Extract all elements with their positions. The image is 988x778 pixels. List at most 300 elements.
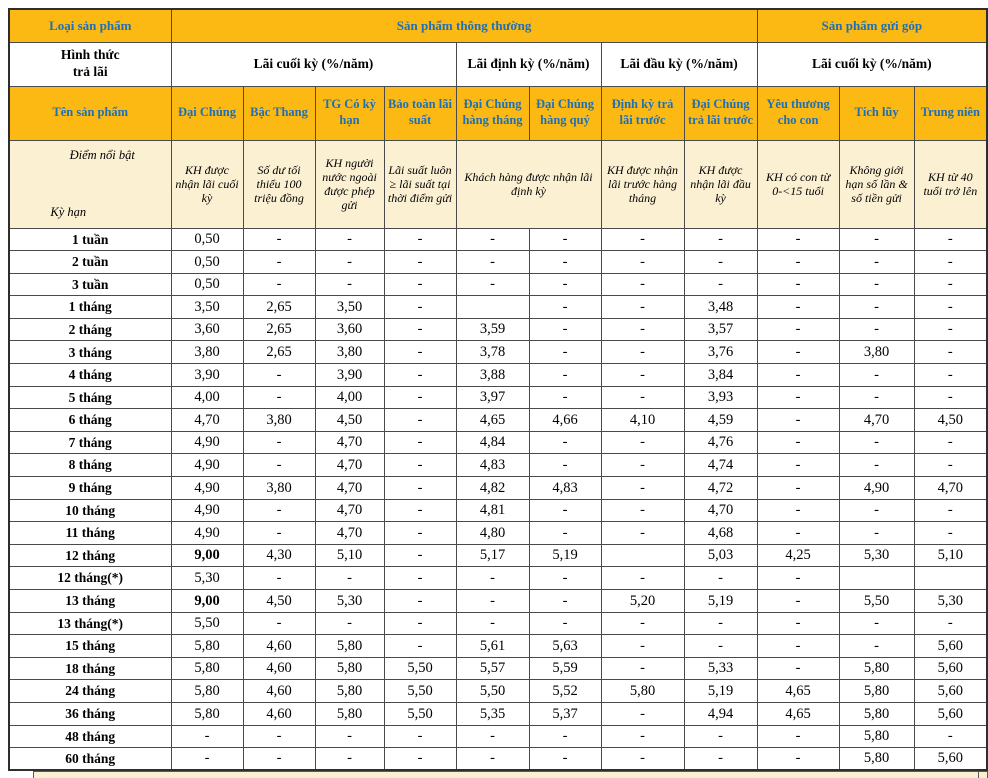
rate-cell: - <box>529 341 601 364</box>
rate-cell: - <box>529 296 601 319</box>
rate-cell: 4,30 <box>243 544 315 567</box>
rate-cell: - <box>529 567 601 590</box>
rate-cell: - <box>914 499 987 522</box>
rate-cell: 5,30 <box>315 590 384 613</box>
rate-cell: - <box>601 386 684 409</box>
rate-cell: - <box>601 567 684 590</box>
table-row <box>9 544 987 567</box>
rate-cell: - <box>839 251 914 274</box>
rate-cell: 4,70 <box>914 477 987 500</box>
rate-cell <box>839 567 914 590</box>
table-row <box>9 522 987 545</box>
rate-cell: - <box>529 364 601 387</box>
rate-cell: - <box>384 477 456 500</box>
rate-cell: - <box>757 748 839 771</box>
rate-cell: - <box>684 567 757 590</box>
feature-cell: KH có con từ 0-<15 tuổi <box>757 140 839 228</box>
rate-cell: - <box>384 318 456 341</box>
rate-cell: - <box>839 273 914 296</box>
rate-cell: 5,80 <box>171 635 243 658</box>
term-cell: 2 tháng <box>9 318 171 341</box>
rate-cell: - <box>529 725 601 748</box>
rate-cell: 4,70 <box>315 522 384 545</box>
term-cell: 60 tháng <box>9 748 171 771</box>
rate-cell: - <box>757 477 839 500</box>
rate-cell: 5,50 <box>384 702 456 725</box>
header-end-of-term-interest-2: Lãi cuối kỳ (%/năm) <box>757 42 987 86</box>
rate-cell: - <box>757 409 839 432</box>
header-interest-form-line2: trả lãi <box>72 64 108 79</box>
rate-cell: - <box>243 273 315 296</box>
rate-cell: 0,50 <box>171 251 243 274</box>
rate-cell: - <box>914 273 987 296</box>
rate-cell: - <box>914 364 987 387</box>
rate-cell <box>456 296 529 319</box>
rate-cell: 4,80 <box>456 522 529 545</box>
rate-cell: - <box>384 251 456 274</box>
header-product-name-label: Tên sản phẩm <box>9 86 171 140</box>
rate-cell: - <box>529 318 601 341</box>
rate-cell: 4,83 <box>529 477 601 500</box>
rate-cell: 3,60 <box>171 318 243 341</box>
rate-cell: 4,50 <box>914 409 987 432</box>
rate-cell: - <box>684 725 757 748</box>
rate-cell: 4,00 <box>171 386 243 409</box>
term-cell: 13 tháng(*) <box>9 612 171 635</box>
rate-cell: - <box>601 296 684 319</box>
rate-cell: 4,82 <box>456 477 529 500</box>
table-row <box>9 228 987 251</box>
term-cell: 13 tháng <box>9 590 171 613</box>
rate-cell: - <box>529 612 601 635</box>
rate-cell: 2,65 <box>243 341 315 364</box>
rate-cell: 4,50 <box>243 590 315 613</box>
rate-cell: 5,10 <box>914 544 987 567</box>
rate-cell <box>914 567 987 590</box>
product-dai-chung: Đại Chúng <box>171 86 243 140</box>
rate-cell: 5,30 <box>839 544 914 567</box>
rate-cell: 3,48 <box>684 296 757 319</box>
rate-cell: 5,80 <box>315 680 384 703</box>
rate-cell: 4,66 <box>529 409 601 432</box>
rate-cell: - <box>601 635 684 658</box>
table-row <box>9 364 987 387</box>
rate-cell: - <box>384 341 456 364</box>
rate-cell: - <box>914 386 987 409</box>
rate-cell: - <box>243 522 315 545</box>
term-cell: 2 tuần <box>9 251 171 274</box>
rate-cell: - <box>757 296 839 319</box>
rate-cell: 9,00 <box>171 544 243 567</box>
rate-cell: 5,35 <box>456 702 529 725</box>
rate-cell: - <box>315 251 384 274</box>
rate-cell: - <box>315 725 384 748</box>
rate-cell: 4,60 <box>243 702 315 725</box>
rate-cell: 4,90 <box>171 431 243 454</box>
header-interest-form-line1: Hình thức <box>60 47 120 63</box>
feature-cell: Khách hàng được nhận lãi định kỳ <box>456 140 601 228</box>
rate-cell: - <box>839 454 914 477</box>
rate-cell: - <box>684 251 757 274</box>
rate-cell: 4,65 <box>757 680 839 703</box>
rate-cell: 5,50 <box>456 680 529 703</box>
rate-cell: - <box>914 341 987 364</box>
rate-cell: 4,70 <box>315 477 384 500</box>
rate-cell: - <box>384 364 456 387</box>
rate-cell: - <box>315 273 384 296</box>
rate-cell: - <box>315 228 384 251</box>
rate-cell: 4,60 <box>243 657 315 680</box>
table-row <box>9 748 987 771</box>
table-row <box>9 567 987 590</box>
table-row <box>9 725 987 748</box>
rate-cell: - <box>529 522 601 545</box>
term-cell: 4 tháng <box>9 364 171 387</box>
header-group-regular-products: Sản phẩm thông thường <box>171 9 757 42</box>
rate-cell: - <box>601 341 684 364</box>
rate-cell: - <box>601 612 684 635</box>
rate-cell: - <box>601 748 684 771</box>
rate-cell: 5,59 <box>529 657 601 680</box>
table-row <box>9 296 987 319</box>
rate-cell: - <box>757 590 839 613</box>
rate-cell: 4,72 <box>684 477 757 500</box>
table-row <box>9 454 987 477</box>
rate-cell: 4,70 <box>839 409 914 432</box>
table-row <box>9 341 987 364</box>
rate-cell: 5,60 <box>914 680 987 703</box>
rate-cell: - <box>384 499 456 522</box>
rate-cell: - <box>529 454 601 477</box>
rate-cell: - <box>243 454 315 477</box>
rate-cell: 5,60 <box>914 748 987 771</box>
rate-cell: 4,90 <box>171 477 243 500</box>
rate-cell: 4,90 <box>171 454 243 477</box>
rate-cell: - <box>601 228 684 251</box>
rate-cell: - <box>243 228 315 251</box>
rate-cell: 5,52 <box>529 680 601 703</box>
rate-cell: - <box>384 522 456 545</box>
rate-cell: - <box>384 454 456 477</box>
rate-cell: - <box>243 386 315 409</box>
rate-cell: - <box>243 612 315 635</box>
rate-cell: 5,10 <box>315 544 384 567</box>
rate-cell: 4,65 <box>456 409 529 432</box>
rate-cell: 3,90 <box>315 364 384 387</box>
product-trung-nien: Trung niên <box>914 86 987 140</box>
rate-cell: 3,50 <box>171 296 243 319</box>
rate-cell: - <box>243 431 315 454</box>
product-bao-toan-lai-suat: Bảo toàn lãi suất <box>384 86 456 140</box>
rate-cell: - <box>529 228 601 251</box>
rate-cell: 3,80 <box>171 341 243 364</box>
product-tg-co-ky-han: TG Có kỳ hạn <box>315 86 384 140</box>
rate-cell: 5,17 <box>456 544 529 567</box>
rate-cell: 4,00 <box>315 386 384 409</box>
rate-cell: - <box>757 725 839 748</box>
feature-cell: KH từ 40 tuổi trở lên <box>914 140 987 228</box>
rate-cell: 4,60 <box>243 635 315 658</box>
rate-cell: 5,30 <box>914 590 987 613</box>
term-cell: 12 tháng(*) <box>9 567 171 590</box>
rate-cell: - <box>529 590 601 613</box>
term-cell: 48 tháng <box>9 725 171 748</box>
rate-cell: - <box>839 364 914 387</box>
rate-cell: 4,94 <box>684 702 757 725</box>
rate-cell: 4,60 <box>243 680 315 703</box>
rate-cell: - <box>839 228 914 251</box>
feature-cell: Số dư tối thiểu 100 triệu đồng <box>243 140 315 228</box>
rate-cell: - <box>914 251 987 274</box>
rate-cell: - <box>384 612 456 635</box>
rate-cell: - <box>757 635 839 658</box>
rate-cell: - <box>914 725 987 748</box>
rate-cell: - <box>384 725 456 748</box>
rate-cell: 4,70 <box>315 499 384 522</box>
rate-cell: - <box>243 725 315 748</box>
rate-cell: 2,65 <box>243 296 315 319</box>
term-cell: 5 tháng <box>9 386 171 409</box>
product-dai-chung-tra-lai-truoc: Đại Chúng trả lãi trước <box>684 86 757 140</box>
product-dai-chung-hang-thang: Đại Chúng hàng tháng <box>456 86 529 140</box>
rate-cell: - <box>757 612 839 635</box>
rate-cell: - <box>529 386 601 409</box>
term-cell: 12 tháng <box>9 544 171 567</box>
rate-cell: - <box>601 499 684 522</box>
rate-cell: - <box>914 454 987 477</box>
rate-cell: 5,19 <box>529 544 601 567</box>
rate-cell: - <box>684 273 757 296</box>
rate-cell: - <box>601 431 684 454</box>
table-row <box>9 612 987 635</box>
feature-cell: KH được nhận lãi cuối kỳ <box>171 140 243 228</box>
rate-cell: - <box>384 273 456 296</box>
rate-cell: 3,50 <box>315 296 384 319</box>
rate-cell: 3,80 <box>839 341 914 364</box>
rate-cell: 5,20 <box>601 590 684 613</box>
rate-cell: - <box>839 635 914 658</box>
rate-cell: - <box>601 454 684 477</box>
rate-cell: - <box>243 251 315 274</box>
rate-cell: - <box>384 409 456 432</box>
table-row <box>9 657 987 680</box>
rate-cell: 5,50 <box>384 680 456 703</box>
table-row <box>9 477 987 500</box>
rate-cell: 3,84 <box>684 364 757 387</box>
product-tich-luy: Tích lũy <box>839 86 914 140</box>
rate-cell: 4,70 <box>171 409 243 432</box>
rate-cell: 5,80 <box>839 657 914 680</box>
rate-cell: 4,90 <box>839 477 914 500</box>
term-cell: 6 tháng <box>9 409 171 432</box>
rate-cell: - <box>839 499 914 522</box>
rate-cell: 4,70 <box>315 454 384 477</box>
table-row <box>9 635 987 658</box>
term-cell: 9 tháng <box>9 477 171 500</box>
rate-cell: 5,61 <box>456 635 529 658</box>
rate-cell: - <box>456 567 529 590</box>
rate-cell: 5,50 <box>839 590 914 613</box>
rate-cell: - <box>529 251 601 274</box>
rate-cell: 5,80 <box>839 748 914 771</box>
rate-cell: 4,76 <box>684 431 757 454</box>
rate-cell: 5,80 <box>839 725 914 748</box>
rate-cell: - <box>839 386 914 409</box>
rate-cell: 5,80 <box>315 657 384 680</box>
rate-cell: 5,30 <box>171 567 243 590</box>
rate-cell: 5,60 <box>914 635 987 658</box>
footnote-strip-cutoff <box>33 771 988 778</box>
rate-cell: 5,80 <box>315 635 384 658</box>
rate-cell: 4,81 <box>456 499 529 522</box>
rate-cell: 3,76 <box>684 341 757 364</box>
rate-cell: 5,80 <box>839 702 914 725</box>
term-cell: 7 tháng <box>9 431 171 454</box>
rate-cell: 5,60 <box>914 657 987 680</box>
rate-cell: 5,50 <box>384 657 456 680</box>
table-row <box>9 273 987 296</box>
rate-cell: - <box>601 702 684 725</box>
rate-cell: - <box>384 386 456 409</box>
rate-cell: - <box>757 386 839 409</box>
rate-cell: 4,90 <box>171 522 243 545</box>
rate-cell: 4,25 <box>757 544 839 567</box>
rate-cell: - <box>914 431 987 454</box>
rate-cell: - <box>384 544 456 567</box>
rate-cell: 4,70 <box>315 431 384 454</box>
rate-cell: - <box>243 748 315 771</box>
rate-cell: - <box>601 725 684 748</box>
rate-cell: - <box>757 364 839 387</box>
rate-cell: 9,00 <box>171 590 243 613</box>
rate-cell: - <box>601 273 684 296</box>
rate-cell: - <box>171 748 243 771</box>
header-upfront-interest: Lãi đầu kỳ (%/năm) <box>601 42 757 86</box>
rate-cell: 5,80 <box>171 702 243 725</box>
rate-cell: - <box>384 635 456 658</box>
rate-cell: - <box>243 567 315 590</box>
rate-cell: - <box>456 590 529 613</box>
rate-cell: - <box>384 228 456 251</box>
rate-cell: - <box>839 612 914 635</box>
rate-cell: - <box>601 522 684 545</box>
rate-cell: - <box>757 657 839 680</box>
feature-cell: KH được nhận lãi trước hàng tháng <box>601 140 684 228</box>
rate-cell: - <box>757 273 839 296</box>
rate-cell: 2,65 <box>243 318 315 341</box>
rate-cell: - <box>757 522 839 545</box>
term-cell: 3 tuần <box>9 273 171 296</box>
term-cell: 11 tháng <box>9 522 171 545</box>
rate-cell: - <box>839 431 914 454</box>
rate-cell: - <box>757 567 839 590</box>
rate-cell: - <box>601 318 684 341</box>
term-cell: 1 tháng <box>9 296 171 319</box>
rate-cell: 5,60 <box>914 702 987 725</box>
header-row-interest-form <box>9 42 987 86</box>
table-row <box>9 251 987 274</box>
rate-cell: - <box>243 499 315 522</box>
rate-cell: - <box>315 748 384 771</box>
feature-cell: KH người nước ngoài được phép gửi <box>315 140 384 228</box>
rate-cell: - <box>684 748 757 771</box>
table-row <box>9 499 987 522</box>
rate-cell: 5,80 <box>315 702 384 725</box>
rate-cell: 5,37 <box>529 702 601 725</box>
rate-cell: 5,50 <box>171 612 243 635</box>
corner-diagonal-cell <box>9 140 171 228</box>
rate-cell: 3,57 <box>684 318 757 341</box>
rate-cell: 4,83 <box>456 454 529 477</box>
term-cell: 8 tháng <box>9 454 171 477</box>
rate-cell: - <box>601 364 684 387</box>
interest-rate-table <box>8 8 988 771</box>
rate-table-body <box>9 228 987 770</box>
rate-cell: 3,80 <box>315 341 384 364</box>
term-cell: 1 tuần <box>9 228 171 251</box>
rate-cell: - <box>601 657 684 680</box>
product-bac-thang: Bậc Thang <box>243 86 315 140</box>
rate-cell: - <box>384 296 456 319</box>
table-row <box>9 318 987 341</box>
corner-label-highlight: Điểm nổi bật <box>69 147 135 162</box>
rate-cell: - <box>914 318 987 341</box>
corner-label-term: Kỳ hạn <box>50 204 87 219</box>
rate-cell: - <box>456 273 529 296</box>
rate-cell: - <box>684 612 757 635</box>
rate-cell: - <box>456 612 529 635</box>
product-dai-chung-hang-quy: Đại Chúng hàng quý <box>529 86 601 140</box>
header-group-installment-products: Sản phẩm gửi góp <box>757 9 987 42</box>
rate-cell: 0,50 <box>171 273 243 296</box>
rate-cell: 5,80 <box>171 680 243 703</box>
rate-cell: 5,80 <box>601 680 684 703</box>
rate-cell: - <box>529 499 601 522</box>
rate-cell: - <box>456 725 529 748</box>
footnote-strip-divider <box>978 772 979 778</box>
feature-cell: KH được nhận lãi đầu kỳ <box>684 140 757 228</box>
product-dinh-ky-tra-lai-truoc: Định kỳ trả lãi trước <box>601 86 684 140</box>
rate-cell: - <box>243 364 315 387</box>
rate-cell: 5,57 <box>456 657 529 680</box>
table-row <box>9 409 987 432</box>
rate-cell: - <box>757 318 839 341</box>
header-row-product-type <box>9 9 987 42</box>
rate-cell: 4,70 <box>684 499 757 522</box>
rate-cell: 3,97 <box>456 386 529 409</box>
rate-cell: - <box>914 612 987 635</box>
term-cell: 24 tháng <box>9 680 171 703</box>
rate-cell: - <box>529 273 601 296</box>
rate-cell: - <box>384 567 456 590</box>
term-cell: 18 tháng <box>9 657 171 680</box>
rate-cell: - <box>456 251 529 274</box>
rate-cell: 4,68 <box>684 522 757 545</box>
rate-cell: - <box>384 748 456 771</box>
rate-cell: - <box>315 612 384 635</box>
rate-cell: 4,65 <box>757 702 839 725</box>
rate-cell: - <box>529 431 601 454</box>
table-row <box>9 431 987 454</box>
rate-cell: 5,33 <box>684 657 757 680</box>
table-row <box>9 680 987 703</box>
rate-cell: 3,59 <box>456 318 529 341</box>
term-cell: 10 tháng <box>9 499 171 522</box>
rate-cell: - <box>171 725 243 748</box>
rate-cell: 4,74 <box>684 454 757 477</box>
term-cell: 3 tháng <box>9 341 171 364</box>
rate-cell: - <box>914 522 987 545</box>
